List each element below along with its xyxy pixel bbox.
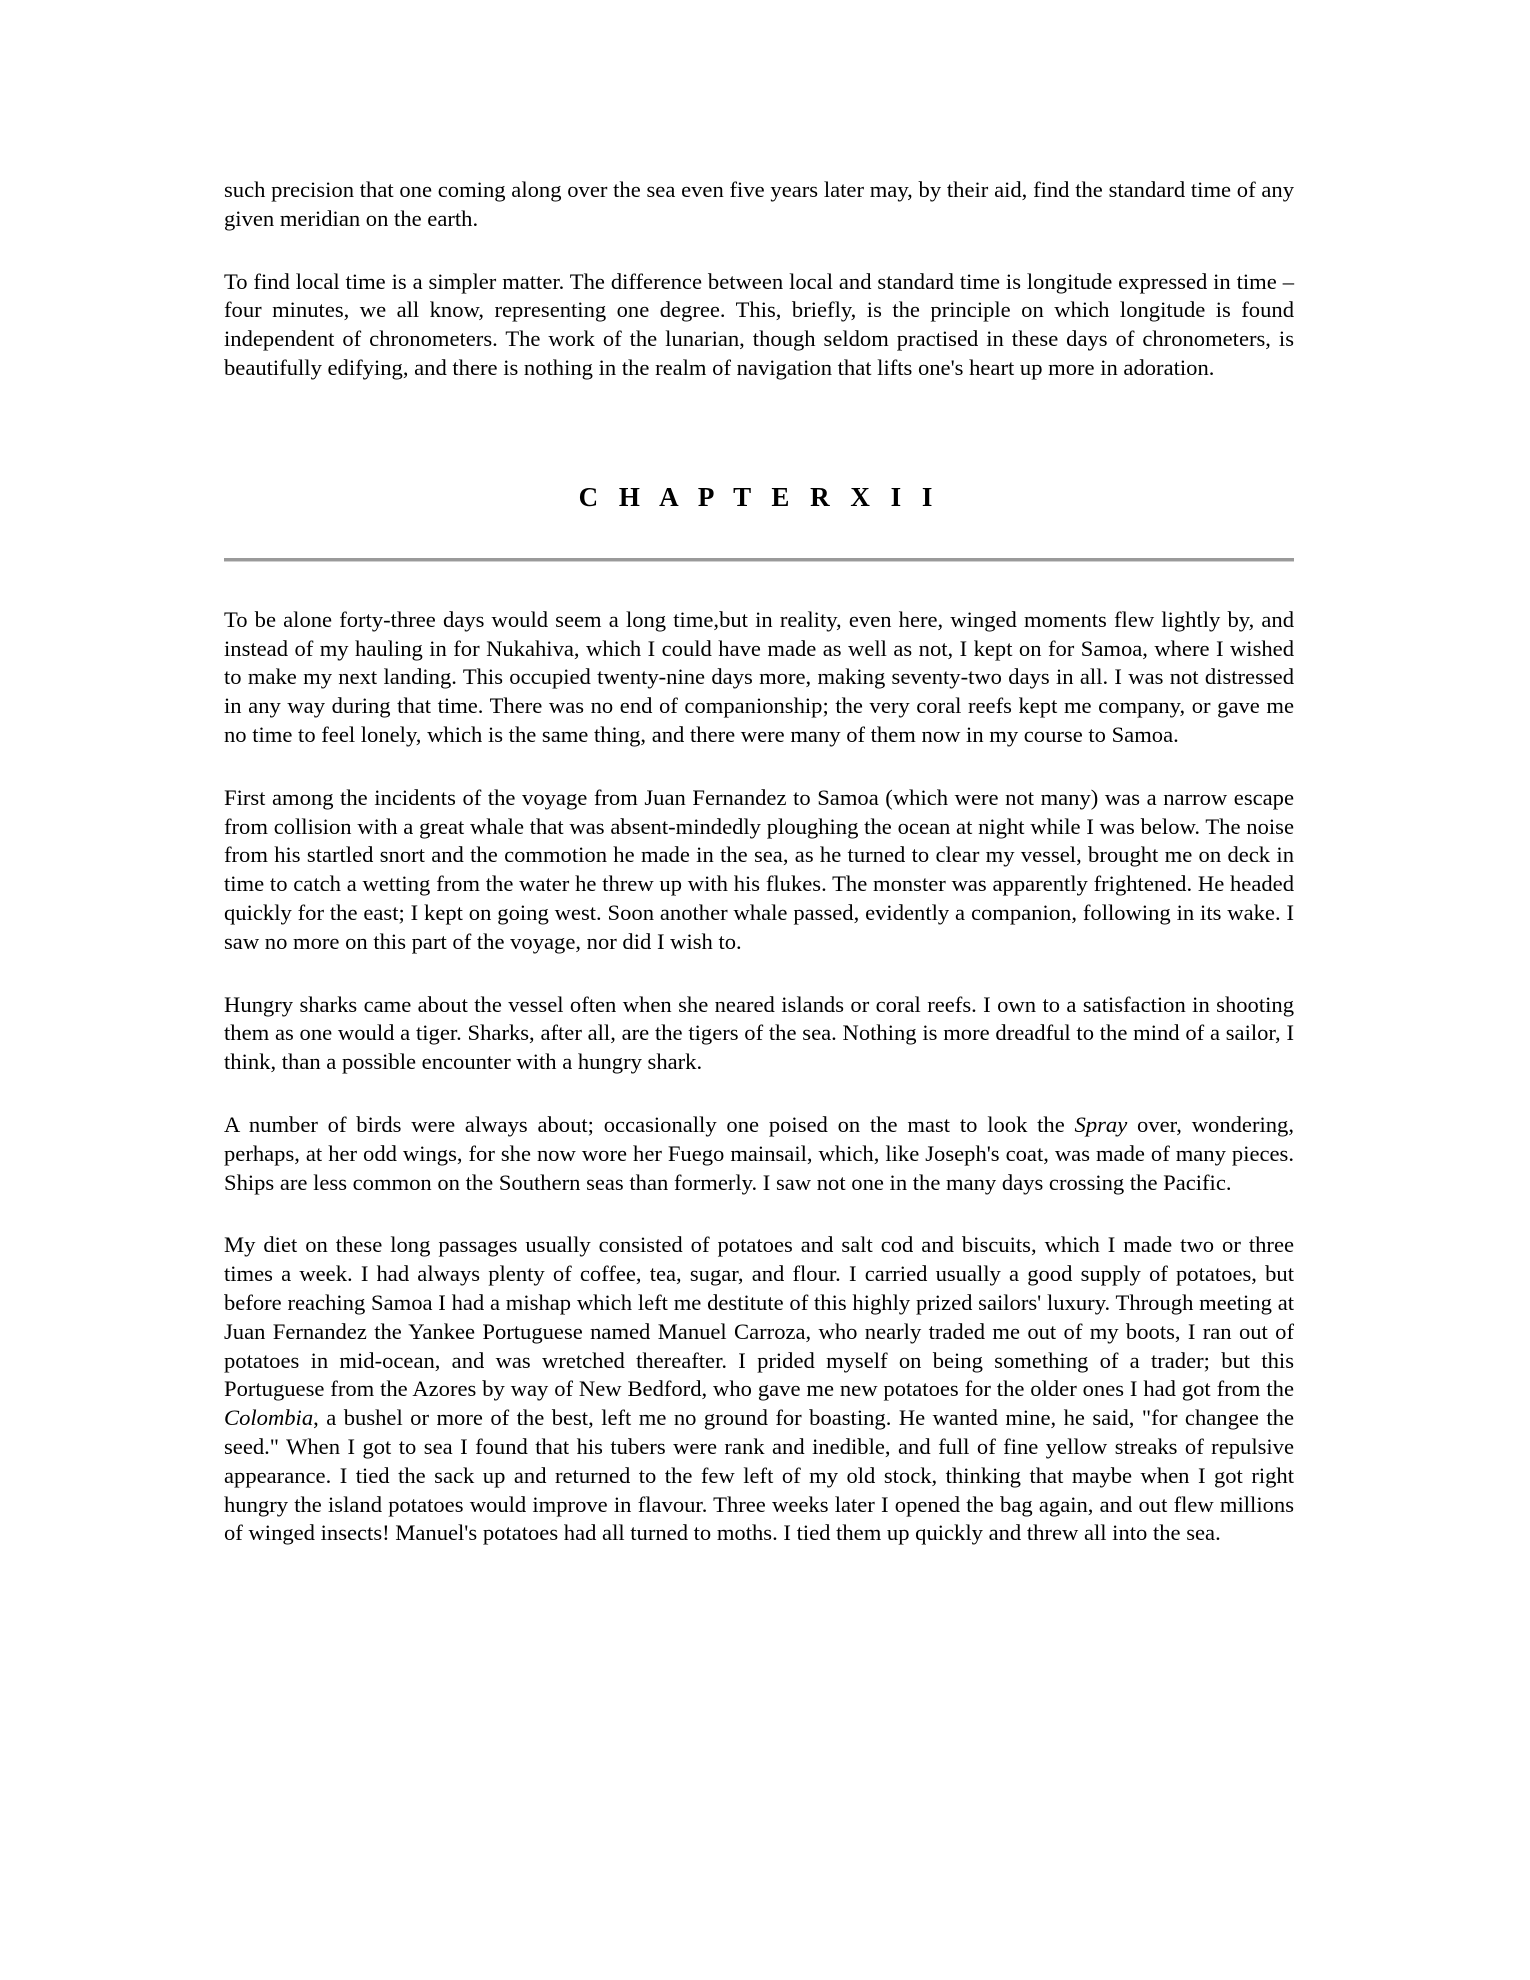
paragraph-sharks: Hungry sharks came about the vessel often when she neared islands or coral reefs. I own to a satisfaction in shooting them as one would a tiger. Sharks, after all, are the tigers of the sea. Nothing is more dreadful to the mind of a sailor, I think, than a possible encounter with a hungry shark. [224, 991, 1294, 1075]
ship-name-colombia: Colombia [224, 1405, 314, 1431]
paragraph-birds-text-a: A number of birds were always about; occasionally one poised on the mast to look the [224, 1111, 1075, 1137]
paragraph-local-time: To find local time is a simpler matter. The difference between local and standard time is longitude expressed in time – four minutes, we all know, representing one degree. This, briefly, is the principle on which longitude is found independent of chronometers. The work of the lunarian, though seldom practised in these days of chronometers, is beautifully edifying, and there is nothing in the realm of navigation that lifts one's heart up more in adoration. [224, 268, 1294, 380]
ship-name-spray: Spray [1074, 1111, 1128, 1137]
paragraph-diet-text-b: , a bushel or more of the best, left me no ground for boasting. He wanted mine, he said, "for changee the seed." When I got to sea I found that his tubers were rank and inedible, and full of fine yellow streaks of repulsive appearance. I tied the sack up and returned to the few left of my old stock, thinking that maybe when I got right hungry the island potatoes would improve in flavour. Three weeks later I opened the bag again, and out flew millions of winged insects! Manuel's potatoes had all turned to moths. I tied them up quickly and threw all into the sea. [224, 1405, 1294, 1546]
chapter-divider [224, 558, 1294, 562]
paragraph-diet-text-a: My diet on these long passages usually consisted of potatoes and salt cod and biscuits, which I made two or three times a week. I had always plenty of coffee, tea, sugar, and flour. I carried usually a good supply of potatoes, but before reaching Samoa I had a mishap which left me destitute of this highly prized sailors' luxury. Through meeting at Juan Fernandez the Yankee Portuguese named Manuel Carroza, who nearly traded me out of my boots, I ran out of potatoes in mid-ocean, and was wretched thereafter. I prided myself on being something of a trader; but this Portuguese from the Azores by way of New Bedford, who gave me new potatoes for the older ones I had got from the [224, 1232, 1294, 1402]
chapter-title: C H A P T E R X I I [578, 481, 940, 512]
paragraph-birds-text-b: over, wondering, perhaps, at her odd wings, for she now wore her Fuego mainsail, which, like Joseph's coat, was made of many pieces. Ships are less common on the Southern seas than formerly. I saw not one in the many days crossing the Pacific. [224, 1111, 1295, 1195]
paragraph-alone-days: To be alone forty-three days would seem a long time,but in reality, even here, winged moments flew lightly by, and instead of my hauling in for Nukahiva, which I could have made as well as not, I kept on for Samoa, where I wished to make my next landing. This occupied twenty-nine days more, making seventy-two days in all. I was not distressed in any way during that time. There was no end of companionship; the very coral reefs kept me company, or gave me no time to feel lonely, which is the same thing, and there were many of them now in my course to Samoa. [224, 606, 1294, 747]
paragraph-birds [224, 1111, 1294, 1197]
paragraph-diet [224, 1231, 1294, 1548]
chapter-body [224, 606, 1294, 1548]
paragraph-whale: First among the incidents of the voyage from Juan Fernandez to Samoa (which were not many) was a narrow escape from collision with a great whale that was absent-mindedly ploughing the ocean at night while I was below. The noise from his startled snort and the commotion he made in the sea, as he turned to clear my vessel, brought me on deck in time to catch a wetting from the water he threw up with his flukes. The monster was apparently frightened. He headed quickly for the east; I kept on going west. Soon another whale passed, evidently a companion, following in its wake. I saw no more on this part of the voyage, nor did I wish to. [224, 784, 1294, 954]
paragraph-continuation: such precision that one coming along over the sea even five years later may, by their aid, find the standard time of any given meridian on the earth. [224, 177, 1294, 231]
document-page [224, 176, 1294, 1582]
